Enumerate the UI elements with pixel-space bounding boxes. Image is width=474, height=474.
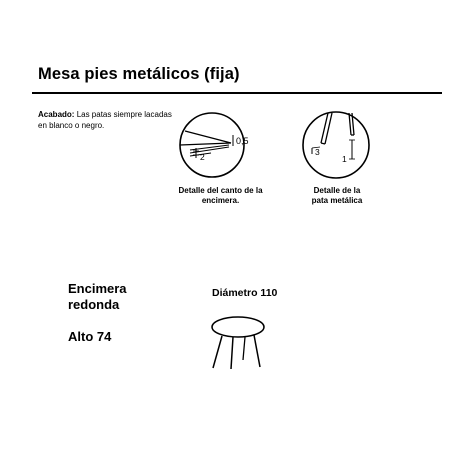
edge-bevel-dimension: 2 (200, 152, 205, 162)
metal-leg-detail-icon (296, 105, 376, 185)
leg-tip-dimension: 1 (342, 154, 347, 164)
top-shape-label: Encimera redonda (68, 281, 127, 312)
diameter-label: Diámetro 110 (212, 287, 278, 299)
round-table-icon (205, 312, 271, 374)
finish-label: Acabado: (38, 110, 75, 119)
title-divider (32, 92, 442, 94)
edge-detail-caption: Detalle del canto de la encimera. (178, 186, 263, 205)
page-title: Mesa pies metálicos (fija) (38, 65, 240, 83)
leg-width-dimension: 3 (315, 147, 320, 157)
tabletop-edge-detail-icon (178, 105, 258, 185)
height-label: Alto 74 (68, 329, 112, 344)
leg-detail-caption: Detalle de la pata metálica (311, 186, 363, 205)
edge-thickness-dimension: 0,5 (236, 136, 249, 146)
finish-note (38, 110, 173, 131)
finish-text: Las patas siempre lacadas en blanco o negro. (38, 110, 172, 130)
